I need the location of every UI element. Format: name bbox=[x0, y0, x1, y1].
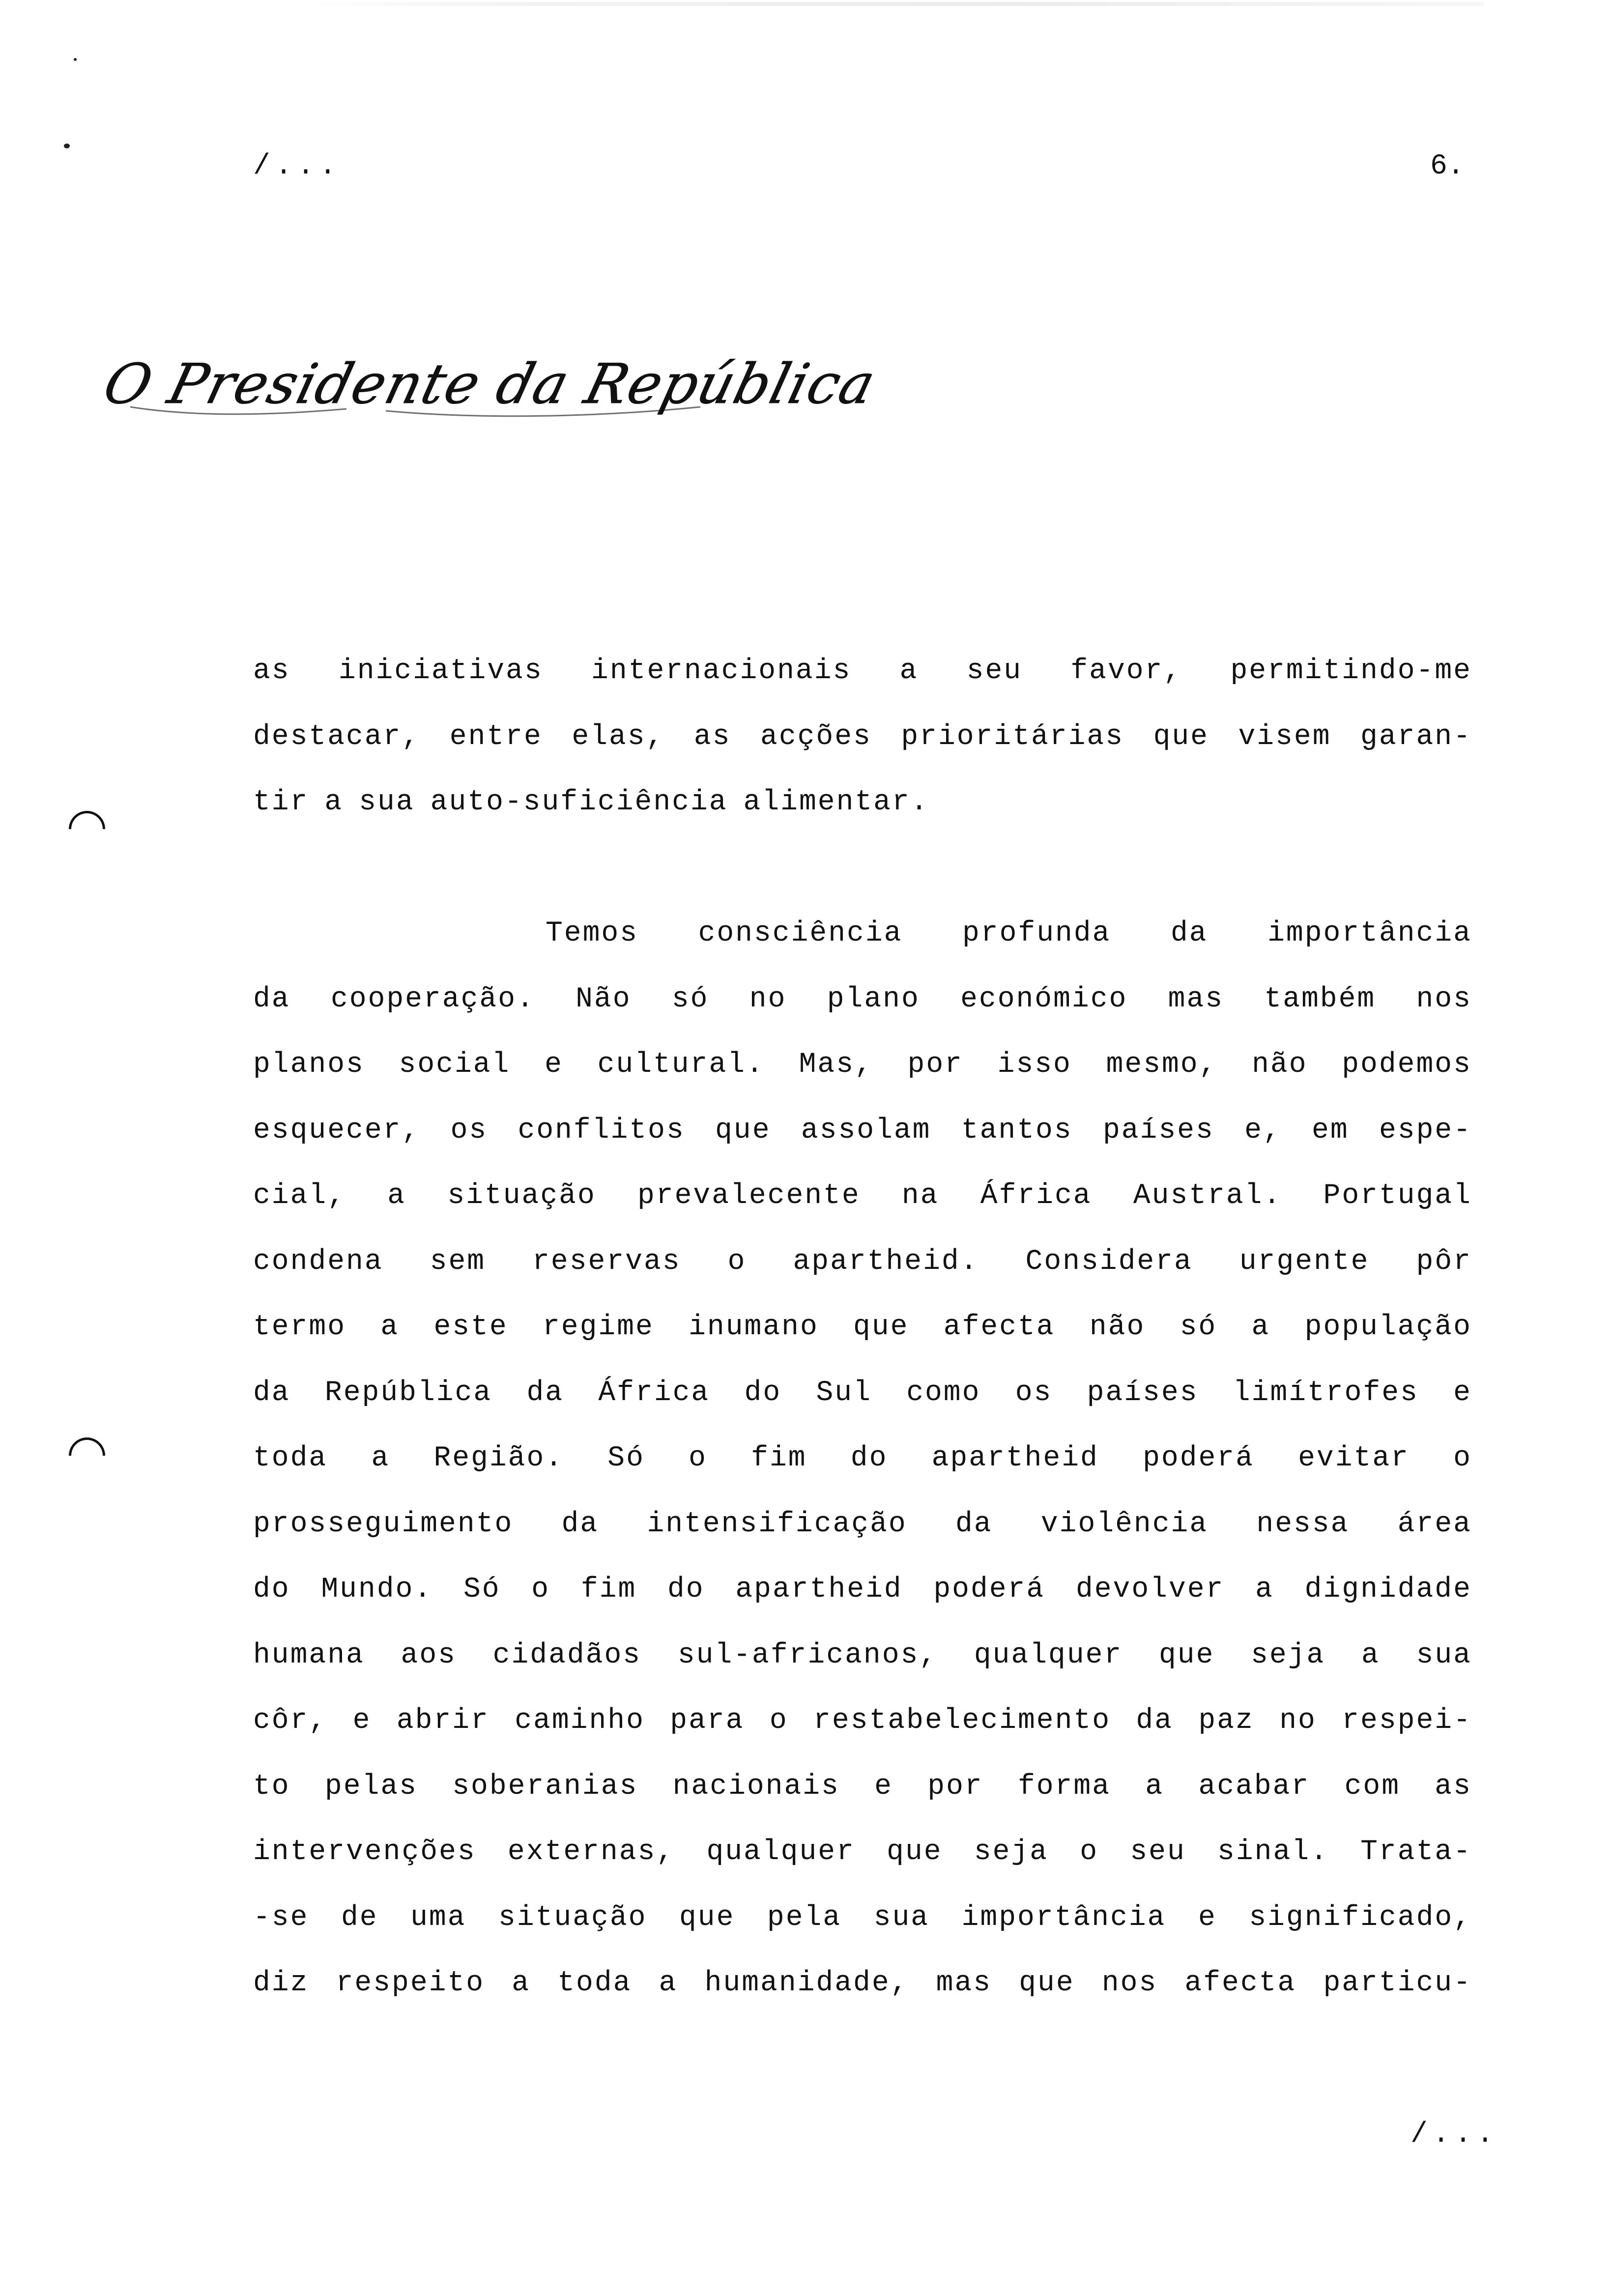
page-number: 6. bbox=[1430, 150, 1465, 182]
letterhead-script-image bbox=[97, 344, 883, 432]
text-line: cial, a situação prevalecente na África Austral. Portugal bbox=[253, 1180, 1472, 1212]
text-line: do Mundo. Só o fim do apartheid poderá devolver a dignidade bbox=[253, 1574, 1472, 1606]
text-line: prosseguimento da intensificação da violência nessa área bbox=[253, 1508, 1472, 1540]
text-line: tir a sua auto-suficiência alimentar. bbox=[253, 786, 929, 818]
paragraph-gap bbox=[253, 854, 1472, 920]
letterhead-script bbox=[97, 344, 883, 432]
text-line: condena sem reservas o apartheid. Considera urgente pôr bbox=[253, 1245, 1472, 1278]
punch-hole-mark bbox=[61, 1430, 113, 1482]
scan-speck bbox=[74, 58, 77, 61]
text-line: -se de uma situação que pela sua importância e significado, bbox=[253, 1901, 1472, 1934]
text-line: termo a este regime inumano que afecta não só a população bbox=[253, 1311, 1472, 1343]
body-text bbox=[253, 657, 1472, 2035]
continuation-marker-top: /... bbox=[253, 150, 342, 182]
text-line: esquecer, os conflitos que assolam tantos países e, em espe- bbox=[253, 1114, 1472, 1147]
text-line: intervenções externas, qualquer que seja o seu sinal. Trata- bbox=[253, 1836, 1472, 1868]
text-line: da cooperação. Não só no plano económico mas também nos bbox=[253, 983, 1472, 1015]
continuation-marker-bottom: /... bbox=[1410, 2119, 1499, 2151]
scan-edge-shadow bbox=[305, 2, 1484, 6]
scan-speck bbox=[64, 144, 70, 148]
text-line: planos social e cultural. Mas, por isso mesmo, não podemos bbox=[253, 1049, 1472, 1081]
text-line: diz respeito a toda a humanidade, mas que nos afecta particu- bbox=[253, 1967, 1472, 1999]
text-line: da República da África do Sul como os países limítrofes e bbox=[253, 1377, 1472, 1409]
text-line: Temos consciência profunda da importância bbox=[546, 918, 1472, 949]
text-line: as iniciativas internacionais a seu favor, permitindo-me bbox=[253, 655, 1472, 687]
text-line: humana aos cidadãos sul-africanos, qualquer que seja a sua bbox=[253, 1639, 1472, 1671]
punch-hole-mark bbox=[61, 804, 113, 855]
letterhead-text: O Presidente da República bbox=[97, 351, 883, 416]
text-line: destacar, entre elas, as acções prioritárias que visem garan- bbox=[253, 720, 1472, 753]
text-line: toda a Região. Só o fim do apartheid poderá evitar o bbox=[253, 1442, 1472, 1474]
text-line: côr, e abrir caminho para o restabelecimento da paz no respei- bbox=[253, 1705, 1472, 1737]
text-line: to pelas soberanias nacionais e por forma a acabar com as bbox=[253, 1770, 1472, 1803]
